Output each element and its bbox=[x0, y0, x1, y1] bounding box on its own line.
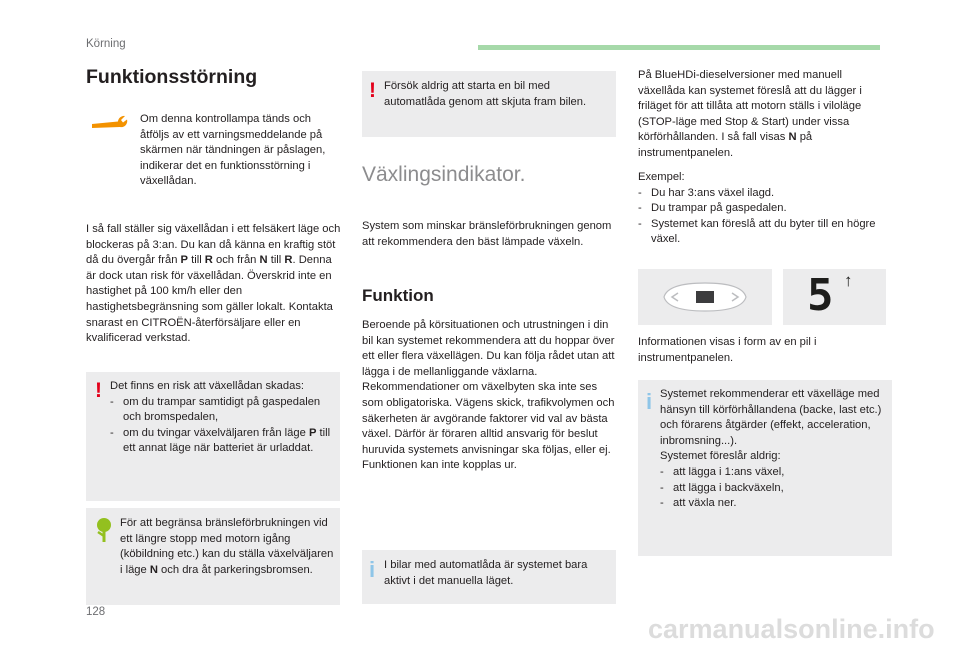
info-display-text: Informationen visas i form av en pil i instrumentpanelen. bbox=[638, 336, 817, 364]
list-item: - att växla ner. bbox=[660, 496, 888, 512]
risk-intro: Det finns en risk att växellådan skadas: bbox=[110, 380, 305, 392]
warning-exclamation-icon: ! bbox=[95, 379, 102, 402]
page-number: 128 bbox=[86, 606, 106, 618]
title-funktionsstorning: Funktionsstörning bbox=[86, 66, 258, 88]
bluehdi-paragraph: På BlueHDi-dieselversioner med manuell växellåda kan systemet föreslå att du lägger i friläget för att tillåta att motorn ställs i viloläge (STOP-läge med Stop & Start) under vissa körförhållanden. I så fall visas N på instrumentpanelen. bbox=[638, 69, 862, 159]
info-icon: i bbox=[646, 389, 653, 414]
header-bar bbox=[478, 45, 880, 50]
list-item: - att lägga i 1:ans växel, bbox=[660, 465, 888, 481]
example-block bbox=[638, 170, 886, 248]
automatic-info-text: I bilar med automatlåda är systemet bara aktivt i det manuella läget. bbox=[384, 559, 588, 587]
warning-exclamation-icon: ! bbox=[369, 79, 376, 102]
arrow-up-icon: ↑ bbox=[844, 271, 853, 290]
eco-tip-box bbox=[86, 508, 340, 605]
list-item: - Du trampar på gaspedalen. bbox=[638, 201, 886, 217]
fallback-paragraph: I så fall ställer sig växellådan i ett felsäkert läge och blockeras på 3:an. Du kan då känna en kraftig stöt då du övergår från P till R och från N till R. Denna är dock utan risk för växellådan. Överskrid inte en hastighet på 100 km/h eller den hastighetsbegränsning som gäller lokalt. Kontakta snarast en CITROËN-återförsäljare eller en kvalificerad verkstad. bbox=[86, 223, 341, 345]
example-title: Exempel: bbox=[638, 171, 685, 183]
gear-indicator-intro: System som minskar bränsleförbrukningen genom att rekommendera den bäst lämpade växeln. bbox=[362, 220, 612, 248]
list-item: - om du tvingar växelväljaren från läge P till ett annat läge när batteriet är urladdat. bbox=[110, 426, 334, 457]
system-info-box bbox=[638, 380, 892, 556]
gear-number: 5 bbox=[807, 270, 834, 321]
push-start-warning-box bbox=[362, 71, 616, 137]
wrench-icon bbox=[90, 112, 128, 132]
risk-warning-box bbox=[86, 372, 340, 501]
leaf-icon bbox=[95, 517, 113, 543]
section-label: Körning bbox=[86, 38, 126, 50]
dashboard-icon bbox=[658, 281, 752, 313]
instrument-panel-illustration bbox=[638, 269, 772, 325]
info-icon: i bbox=[369, 557, 376, 582]
suggest-title: Systemet föreslår aldrig: bbox=[660, 450, 781, 463]
gear-display-illustration bbox=[783, 269, 886, 325]
warning-intro: Om denna kontrollampa tänds och åtföljs av ett varningsmeddelande på skärmen när tändningen är påslagen, indikerar det en funktionsstörning i växellådan. bbox=[140, 113, 326, 188]
subtitle-funktion: Funktion bbox=[362, 286, 434, 305]
function-text: Beroende på körsituationen och utrustningen i din bil kan systemet rekommendera att du hoppar över ett eller flera växellägen. Du kan följa rådet utan att lägga i de mellanliggande växlarna. Rekommendationer om växelbyten ska inte ses som obligatoriska. Vägens skick, trafikvolymen och säkerheten är avgörande faktorer vid val av bästa växel. Därför är föraren alltid ansvarig för beslut huruvida systemets anvisningar ska följas, eller ej. Funktionen kan inte kopplas ur. bbox=[362, 319, 615, 472]
list-item: - att lägga i backväxeln, bbox=[660, 481, 888, 497]
eco-tip-text: För att begränsa bränsleförbrukningen vid ett längre stopp med motorn igång (köbildning etc.) kan du ställa växelväljaren i läge N och dra åt parkeringsbromsen. bbox=[120, 517, 334, 576]
list-item: - Systemet kan föreslå att du byter till en högre växel. bbox=[638, 217, 886, 248]
push-start-warning-text: Försök aldrig att starta en bil med automatlåda genom att skjuta fram bilen. bbox=[384, 80, 587, 108]
system-info-text: Systemet rekommenderar ett växelläge med hänsyn till körförhållandena (backe, last etc.) och förarens åtgärder (effekt, acceleration, inbromsning...). bbox=[660, 388, 882, 447]
list-item: - om du trampar samtidigt på gaspedalen och bromspedalen, bbox=[110, 395, 334, 426]
watermark: carmanualsonline.info bbox=[648, 614, 935, 644]
title-vaxlingsindikator: Växlingsindikator. bbox=[362, 163, 526, 186]
list-item: - Du har 3:ans växel ilagd. bbox=[638, 186, 886, 202]
automatic-info-box bbox=[362, 550, 616, 604]
